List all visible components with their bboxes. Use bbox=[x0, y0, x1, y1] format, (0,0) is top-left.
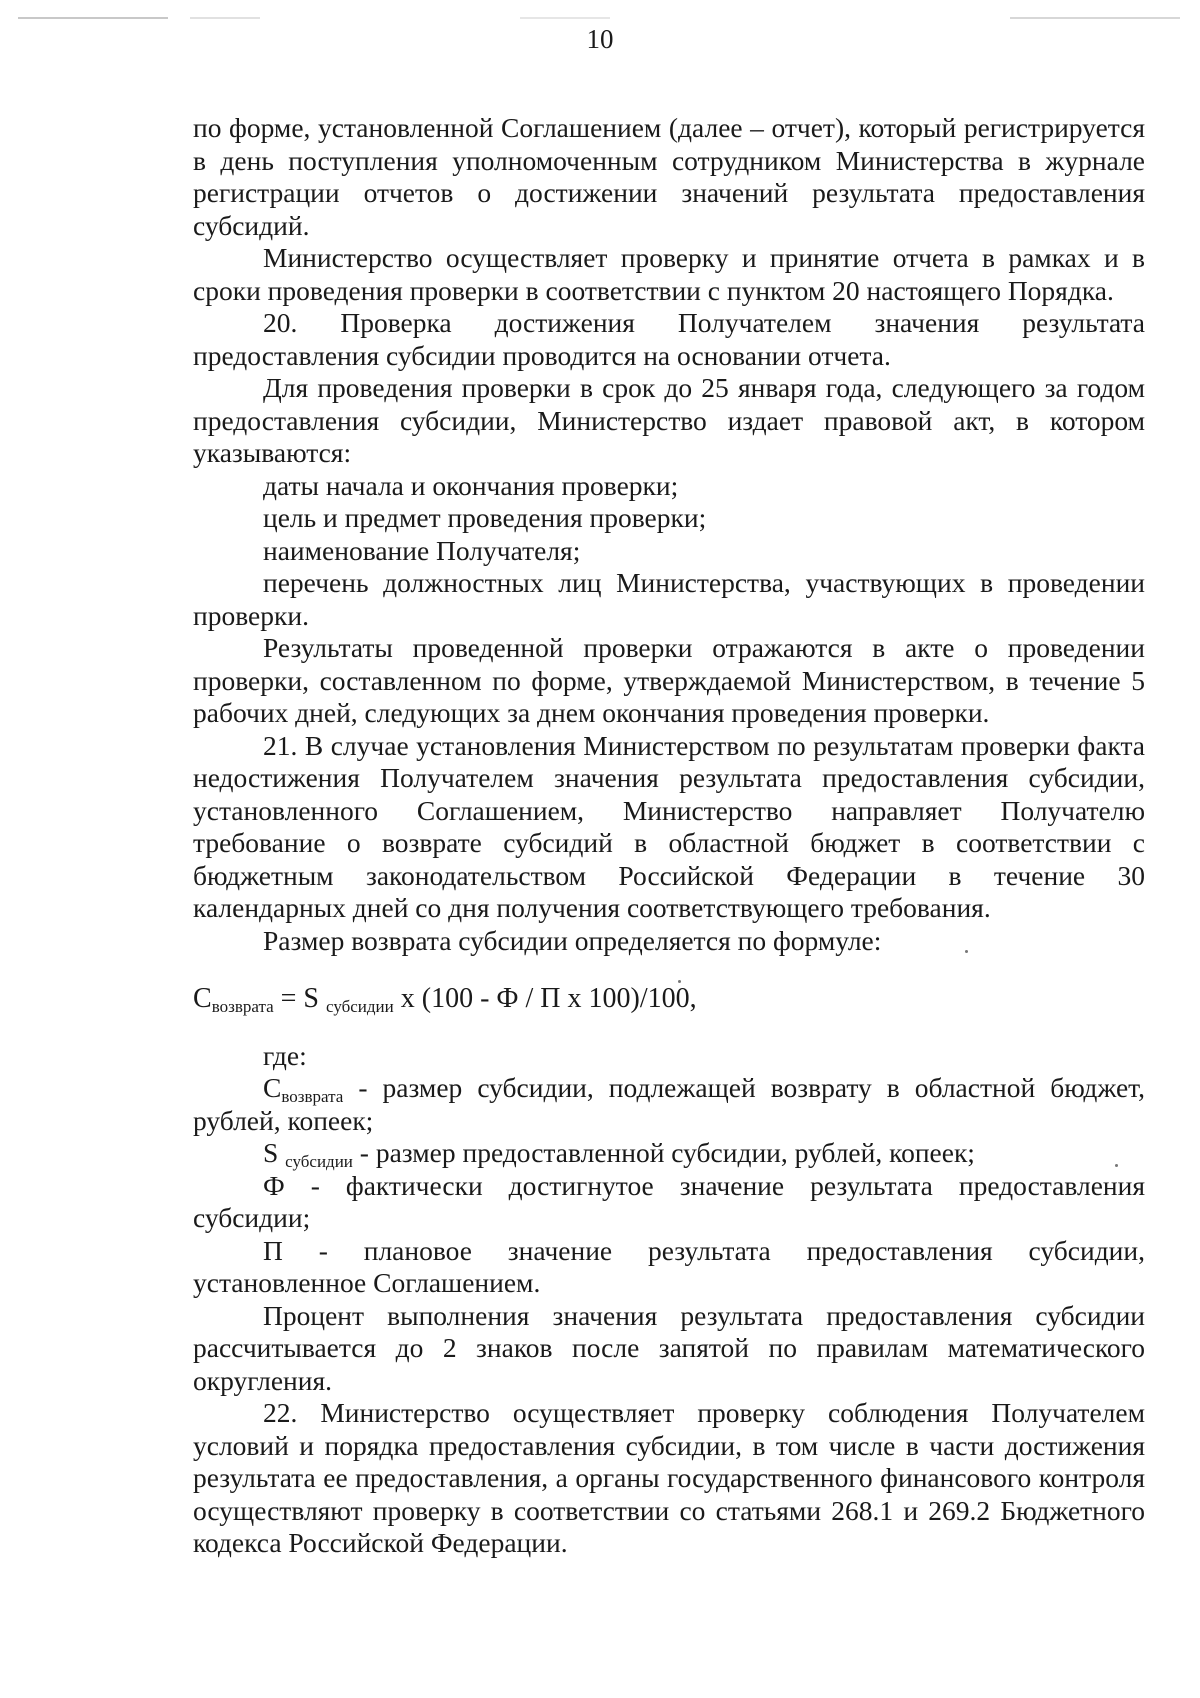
definition-s-subsidy bbox=[193, 1137, 1145, 1170]
definition-symbol: S bbox=[263, 1137, 286, 1168]
definition-symbol: Ф bbox=[263, 1169, 285, 1201]
definition-text: - плановое значение результата предоставления субсидии, установленное Соглашением. bbox=[193, 1234, 1145, 1298]
scan-noise-mark bbox=[18, 17, 168, 19]
page-number: 10 bbox=[586, 24, 614, 54]
scan-speck bbox=[1115, 1164, 1118, 1167]
scan-noise-mark bbox=[520, 17, 610, 19]
scan-noise-mark bbox=[190, 17, 260, 19]
list-item-goal: цель и предмет проведения проверки; bbox=[263, 502, 707, 533]
definition-text: - размер предоставленной субсидии, рублей, копеек; bbox=[352, 1137, 975, 1168]
formula-s-sub: субсидии bbox=[326, 997, 394, 1016]
clause-21: 21. В случае установления Министерством по результатам проверки факта недостижения Получателем значения результата предоставления субсидии, установленного Соглашением, Министерство направляет Получателю требование о возврате субсидий в областной бюджет в соответствии с бюджетным законодательством Российской Федерации в течение 30 календарных дней со дня получения соответствующего требования. bbox=[193, 729, 1145, 923]
document-body bbox=[193, 112, 1145, 1560]
definition-p-planned bbox=[193, 1235, 1145, 1300]
scan-noise-mark bbox=[1010, 17, 1180, 19]
formula-equals: = S bbox=[273, 983, 327, 1014]
paragraph-formula-intro: Размер возврата субсидии определяется по формуле: bbox=[263, 924, 882, 956]
definition-c-refund bbox=[193, 1072, 1145, 1137]
formula-rhs: x (100 - Ф / П x 100)/100, bbox=[393, 983, 697, 1014]
definition-text: - размер субсидии, подлежащей возврату в областной бюджет, рублей, копеек; bbox=[193, 1072, 1145, 1136]
clause-20: 20. Проверка достижения Получателем значения результата предоставления субсидии проводится на основании отчета. bbox=[193, 307, 1145, 371]
paragraph-report-check: Министерство осуществляет проверку и принятие отчета в рамках и в сроки проведения проверки в соответствии с пунктом 20 настоящего Порядка. bbox=[193, 242, 1145, 306]
definition-text: - фактически достигнутое значение результата предоставления субсидии; bbox=[193, 1169, 1145, 1233]
definition-symbol-sub: возврата bbox=[281, 1087, 344, 1106]
paragraph-where: где: bbox=[263, 1039, 307, 1071]
clause-22: 22. Министерство осуществляет проверку соблюдения Получателем условий и порядка предоставления субсидии, в том числе в части достижения результата ее предоставления, а органы государственного финансового контроля осуществляют проверку в соответствии со статьями 268.1 и 269.2 Бюджетного кодекса Российской Федерации. bbox=[193, 1397, 1145, 1558]
paragraph-continuation: по форме, установленной Соглашением (далее – отчет), который регистрируется в день поступления уполномоченным сотрудником Министерства в журнале регистрации отчетов о достижении значений результата предоставления субсидий. bbox=[193, 112, 1145, 241]
paragraph-rounding: Процент выполнения значения результата предоставления субсидии рассчитывается до 2 знаков после запятой по правилам математического округления. bbox=[193, 1299, 1145, 1396]
scan-speck bbox=[678, 980, 681, 983]
formula-lhs-main: С bbox=[193, 983, 212, 1014]
formula-lhs-sub: возврата bbox=[211, 997, 274, 1016]
definition-symbol-sub: субсидии bbox=[285, 1152, 353, 1171]
definition-symbol: С bbox=[263, 1072, 282, 1103]
list-item-dates: даты начала и окончания проверки; bbox=[263, 469, 679, 501]
refund-formula bbox=[193, 983, 1145, 1016]
list-item-officials: перечень должностных лиц Министерства, участвующих в проведении проверки. bbox=[193, 567, 1145, 631]
scan-speck bbox=[965, 950, 968, 953]
definition-symbol: П bbox=[263, 1234, 283, 1266]
definition-f-actual bbox=[193, 1170, 1145, 1235]
list-item-recipient: наименование Получателя; bbox=[263, 534, 581, 566]
paragraph-legal-act: Для проведения проверки в срок до 25 января года, следующего за годом предоставления субсидии, Министерство издает правовой акт, в котором указываются: bbox=[193, 372, 1145, 468]
scan-edge-artifact bbox=[0, 14, 1200, 22]
paragraph-results-act: Результаты проведенной проверки отражаются в акте о проведении проверки, составленном по форме, утверждаемой Министерством, в течение 5 рабочих дней, следующих за днем окончания проведения проверки. bbox=[193, 632, 1145, 728]
